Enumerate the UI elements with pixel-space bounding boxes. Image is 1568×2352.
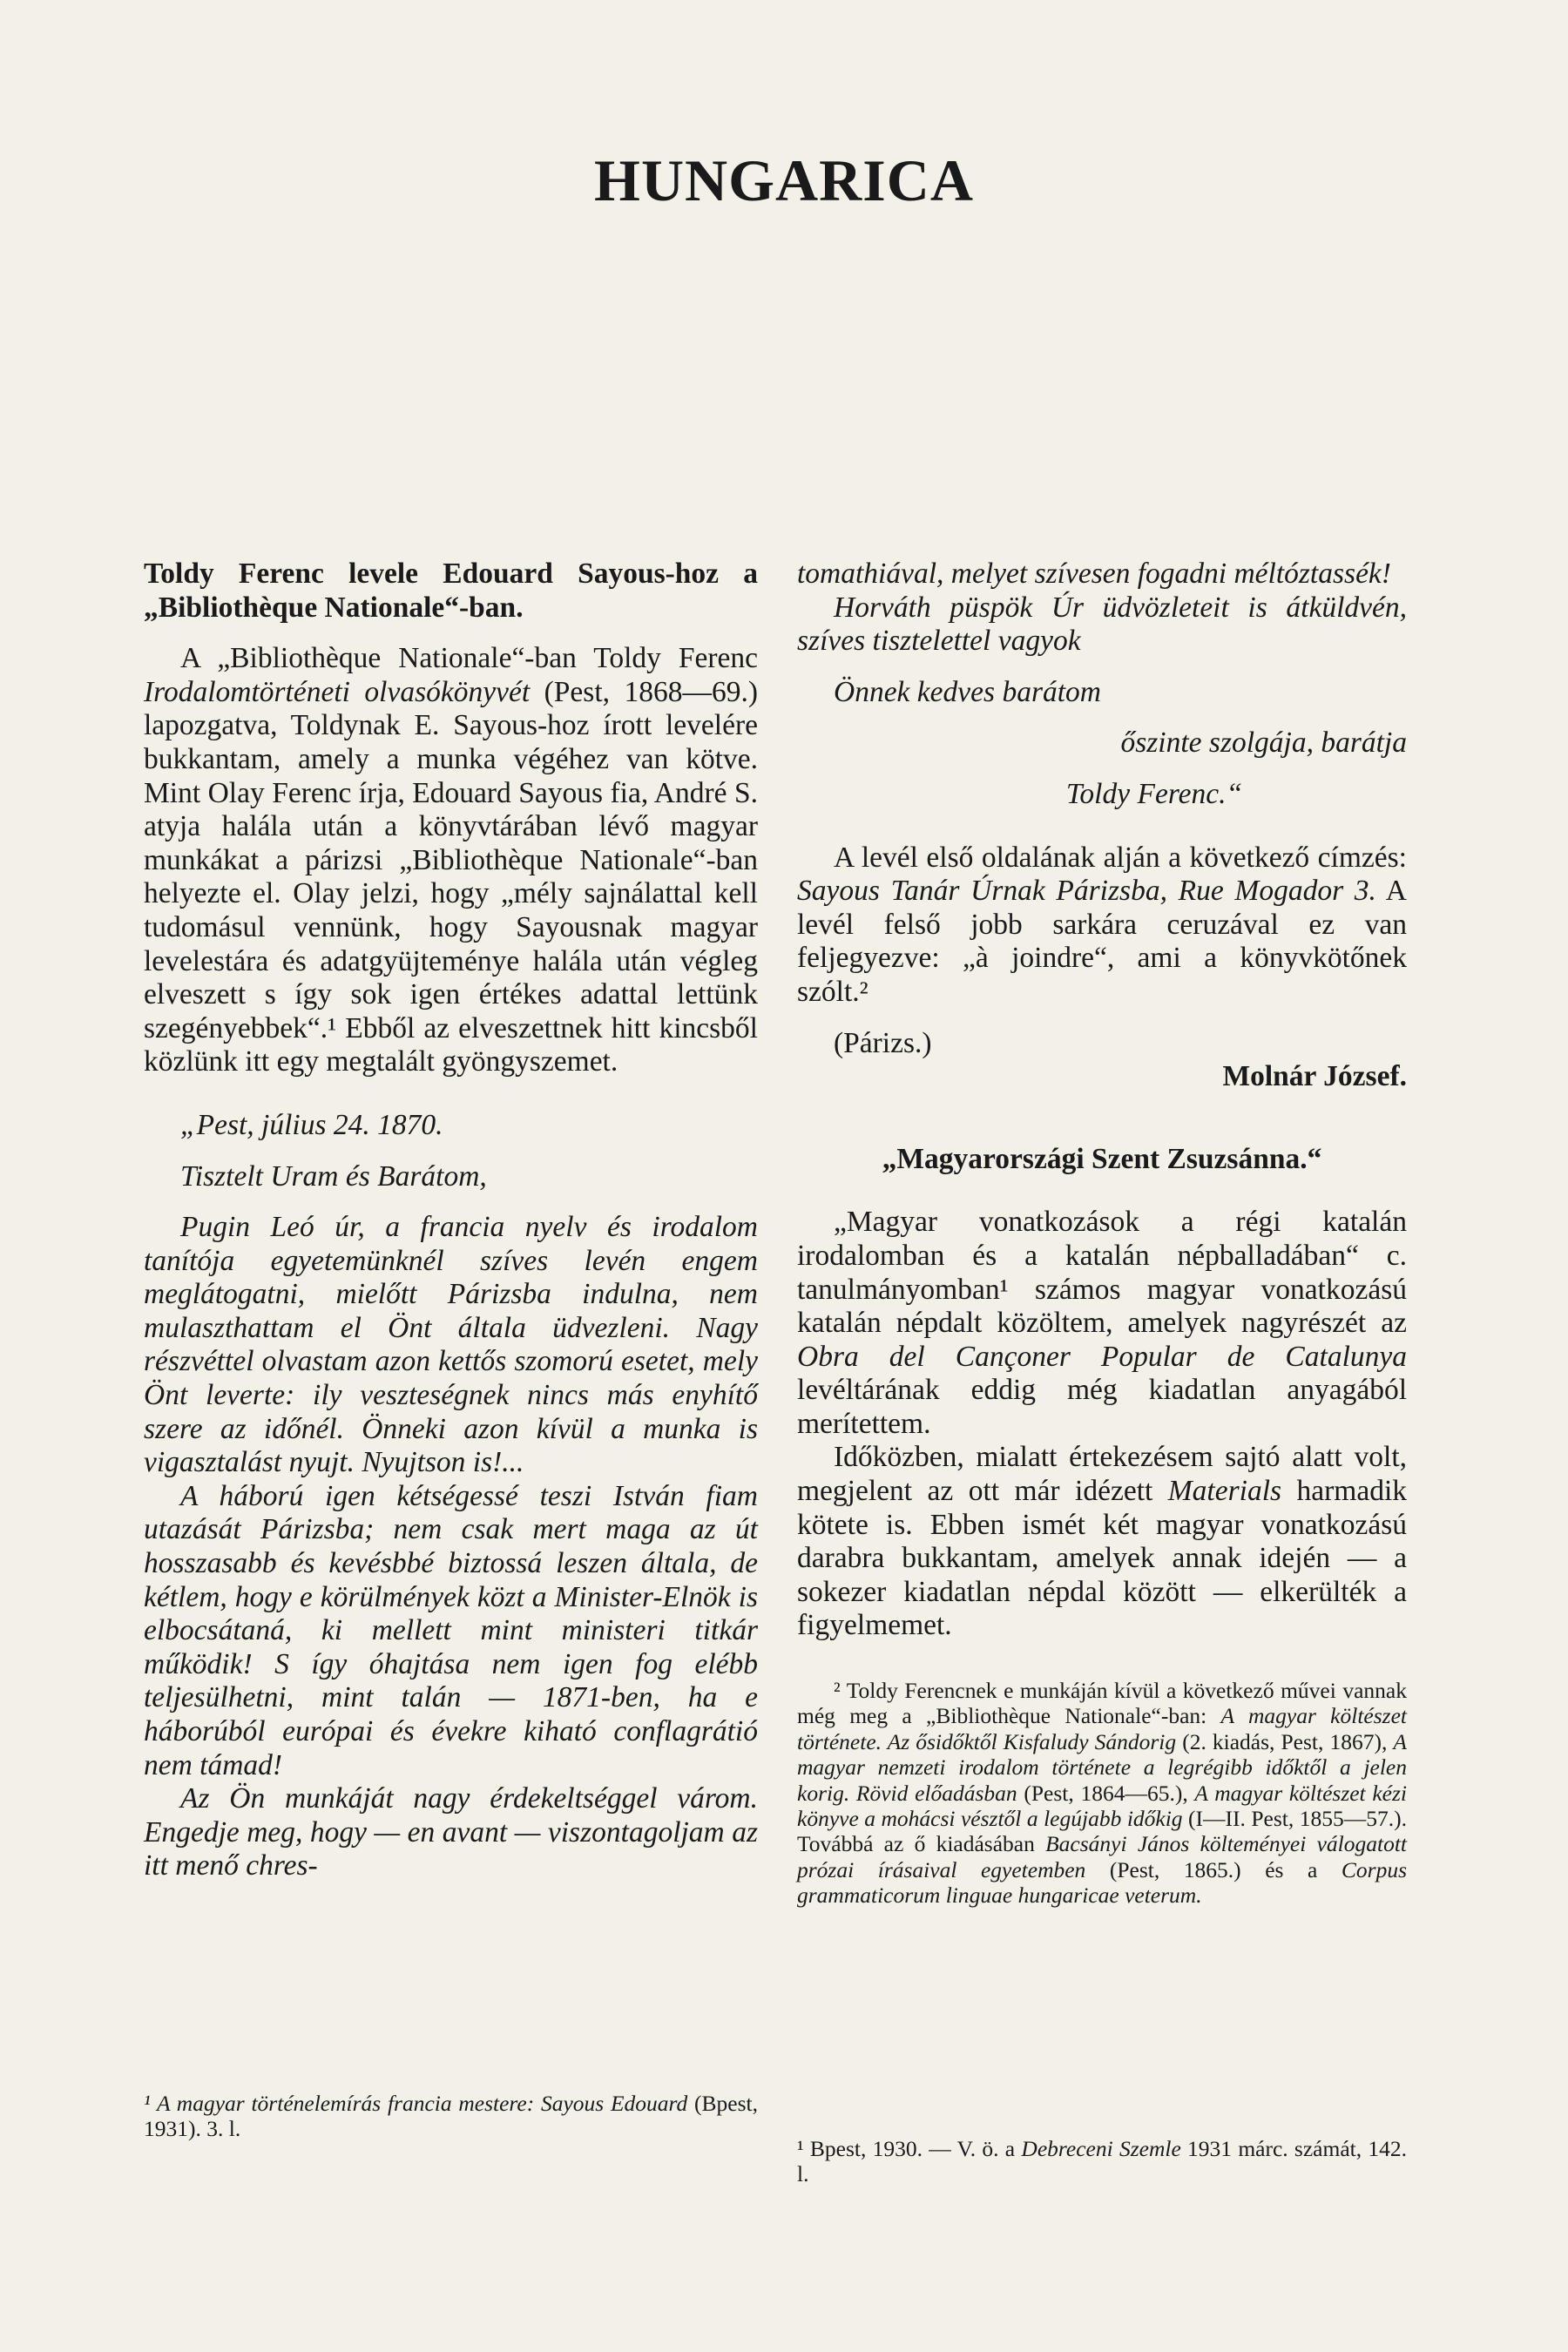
intro-paragraph (144, 642, 758, 1079)
running-header: HUNGARICA (594, 147, 974, 213)
letter-signature: Toldy Ferenc.“ (1065, 777, 1243, 810)
fn2-book-2: A magyar nemzeti irodalom története a legrégibb időktől a jelen korig. Rövid előadásban (797, 1728, 1407, 1806)
footnote-1-right (797, 2136, 1407, 2187)
zsuzsanna-paragraph-2 (797, 1441, 1407, 1643)
fn2-book-4: Bacsányi János költeményei válogatott prózai írásaival egyetemben (797, 1831, 1407, 1882)
footnote-1-left (144, 2091, 758, 2142)
fn2-book-5: Corpus grammaticorum linguae hungaricae veterum. (797, 1856, 1407, 1909)
zsuzsanna-p2-text-c: harmadik kötete is. Ebben ismét két magyar vonatkozású darabra bukkantam, amelyek annak idején — a sokezer kiadatlan népdal között — elkerülték a figyelmemet. (797, 1475, 1407, 1642)
after-letter-text-c: A levél felső jobb sarkára ceruzával ez van feljegyezve: „à joindre“, ami a könyvkötőnek szólt.² (797, 875, 1407, 1008)
fn2-text-i: (Pest, 1865.) és a (1085, 1856, 1342, 1882)
author-signature-molnar: Molnár József. (1222, 1060, 1407, 1093)
letter-paragraph-1: Pugin Leó úr, a francia nyelv és irodalom tanítója egyetemünknél szíves levén engem meglátogatni, mielőtt Párizsba indulna, nem mulaszthattam el Önt általa üdvezleni. Nagy részvéttel olvastam azon kettős szomorú esetet, mely Önt leverte: ily veszteségnek nincs más enyhítő szere az időnél. Önneki azon kívül a munka is vigasztalást nyujt. Nyujtson is!... (144, 1211, 758, 1479)
after-letter-text-a: A levél első oldalának alján a következő címzés: (834, 841, 1407, 874)
article-title-zsuzsanna: „Magyarországi Szent Zsuzsánna.“ (882, 1142, 1322, 1175)
letter-closing-1: Önnek kedves barátom (834, 675, 1101, 708)
fn2-text-c: (2. kiadás, Pest, 1867), (1176, 1728, 1394, 1754)
letter-paragraph-3: Az Ön munkáját nagy érdekeltséggel várom. Engedje meg, hogy — en avant — viszontagoljam az itt menő chres- (144, 1782, 758, 1882)
fn2-text-a: ² Toldy Ferencnek e munkáján kívül a következő művei vannak még meg a „Bibliothèque Nationale“-ban: (797, 1678, 1407, 1729)
zsuzsanna-p2-materials: Materials (1167, 1475, 1282, 1508)
fn1b-text-a: ¹ Bpest, 1930. — V. ö. a (797, 2136, 1022, 2161)
footnote-1-left-ref: (Bpest, 1931). 3. l. (144, 2091, 758, 2142)
letter-date: „Pest, július 24. 1870. (180, 1108, 443, 1141)
fn2-book-3: A magyar költészet kézi könyve a mohácsi vésztől a legújabb időkig (797, 1780, 1407, 1832)
fn1b-text-c: 1931 márc. számát, 142. l. (797, 2136, 1408, 2187)
letter-paragraph-4: Horváth püspök Úr üdvözleteit is átküldvén, szíves tisztelettel vagyok (797, 591, 1407, 658)
article-title-toldy: Toldy Ferenc levele Edouard Sayous-hoz a „Bibliothèque Nationale“-ban. (144, 558, 758, 624)
right-column (797, 558, 1407, 1909)
fn2-text-g: (I—II. Pest, 1855—57.). Továbbá az ő kiadásában (797, 1806, 1407, 1857)
after-letter-paragraph (797, 841, 1407, 1010)
footnote-1-left-title: ¹ A magyar történelemírás francia mestere: Sayous Edouard (144, 2091, 688, 2116)
letter-continuation: tomathiával, melyet szívesen fogadni méltóztassék! (797, 558, 1391, 590)
fn2-text-e: (Pest, 1864—65.), (1017, 1780, 1195, 1806)
after-letter-address: Sayous Tanár Úrnak Párizsba, Rue Mogador 3. (797, 875, 1376, 908)
left-column (144, 558, 758, 1883)
place-note: (Párizs.) (834, 1026, 932, 1059)
zsuzsanna-paragraph-1 (797, 1206, 1407, 1441)
letter-closing-2: őszinte szolgája, barátja (1120, 727, 1407, 760)
fn1b-journal: Debreceni Szemle (1021, 2136, 1181, 2161)
fn2-book-1: A magyar költészet története. Az ősidőktől Kisfaludy Sándorig (797, 1703, 1407, 1754)
letter-salutation: Tisztelt Uram és Barátom, (180, 1159, 487, 1193)
intro-text-a: A „Bibliothèque Nationale“-ban Toldy Ferenc (180, 642, 758, 675)
intro-text-book-title: Irodalomtörténeti olvasókönyvét (144, 675, 531, 708)
zsuzsanna-p1-source: Obra del Cançoner Popular de Catalunya (797, 1340, 1407, 1373)
letter-paragraph-2: A háború igen kétségessé teszi István fiam utazását Párizsba; nem csak mert maga az út hosszasabb és kevésbbé biztossá leszen általa, de kétlem, hogy e körülmények közt a Minister-Elnök is elbocsátaná, ki mellett mint ministeri titkár működik! S így óhajtása nem igen fog elébb teljesülhetni, mint talán — 1871-ben, ha e háborúból európai és évekre kiható conflagrátió nem támad! (144, 1479, 758, 1781)
intro-text-c: (Pest, 1868—69.) lapozgatva, Toldynak E. Sayous-hoz írott levelére bukkantam, amely a munka végéhez van kötve. Mint Olay Ferenc írja, Edouard Sayous fia, André S. atyja halála után a könyvtárában lévő magyar munkákat a párizsi „Bibliothèque Nationale“-ban helyezte el. Olay jelzi, hogy „mély sajnálattal kell tudomásul vennünk, hogy Sayousnak magyar levelestára és adatgyüjteménye halála után végleg elveszett s így sok igen értékes adattal lettünk szegényebbek“.¹ Ebből az elveszettnek hitt kincsből közlünk itt egy megtalált gyöngyszemet. (144, 675, 759, 1078)
footnote-2-right (797, 1678, 1407, 1909)
zsuzsanna-p1-text-a: „Magyar vonatkozások a régi katalán irodalomban és a katalán népballadában“ c. tanulmányomban¹ számos magyar vonatkozású katalán népdalt közöltem, amelyek nagyrészét az (797, 1206, 1407, 1340)
zsuzsanna-p1-text-c: levéltárának eddig még kiadatlan anyagából merítettem. (797, 1374, 1407, 1440)
zsuzsanna-p2-text-a: Időközben, mialatt értekezésem sajtó alatt volt, megjelent az ott már idézett (797, 1441, 1407, 1508)
